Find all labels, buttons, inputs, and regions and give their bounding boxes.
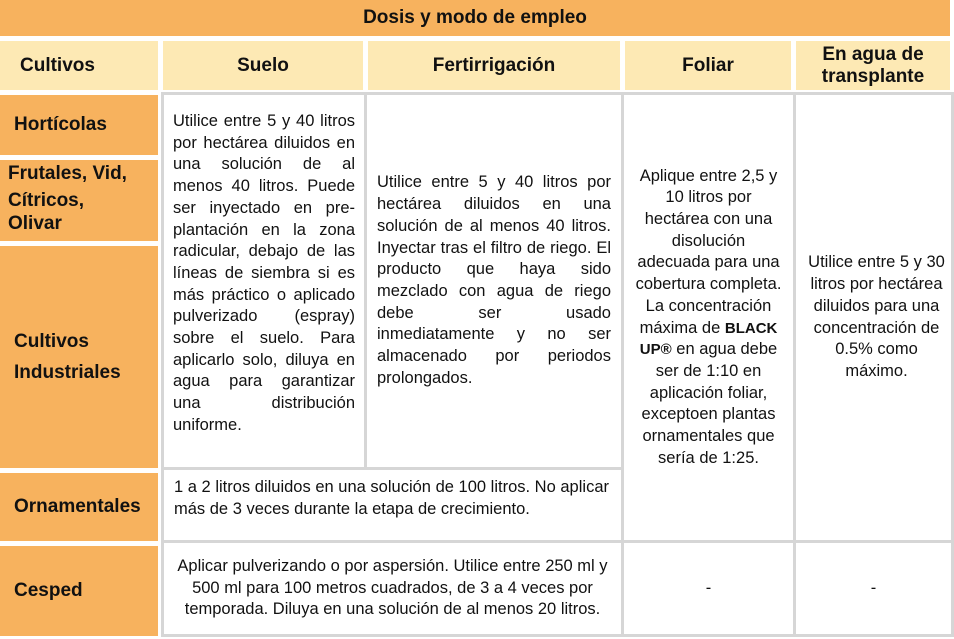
header-transplante-line1: En agua de — [822, 43, 924, 65]
header-fertirrigacion — [368, 41, 620, 90]
cell-cesped-main-text: Aplicar pulverizando o por aspersión. Utilice entre 250 ml y 500 ml para 100 metros cuadrados, de 3 a 4 veces por temporada. Diluya en una solución de al menos 20 litros. — [177, 556, 608, 619]
row-label-industriales-line1: Cultivos — [14, 331, 89, 352]
row-label-cesped-text: Cesped — [14, 580, 83, 601]
cell-cesped-transplante — [793, 540, 954, 637]
header-transplante-line2: transplante — [821, 65, 925, 87]
cell-foliar-part2: en agua debe ser de 1:10 en aplicación foliar, exceptoen plantas ornamentales que sería de 1:25. — [641, 340, 778, 467]
row-label-frutales-line3: Olivar — [8, 213, 62, 234]
cell-fertirrigacion-main — [364, 92, 624, 470]
cell-foliar-main — [621, 92, 796, 543]
cell-suelo-main-text: Utilice entre 5 y 40 litros por hectárea diluidos en una solución de al menos 40 litros. Puede ser inyectado en pre-plantación en la zona radicular, debajo de las líneas de siembra si es más práctico o aplicado pulverizado (espray) sobre el suelo. Para aplicarlo solo, diluya en agua para garantizar una distribución uniforme. — [173, 112, 355, 434]
cell-suelo-main — [161, 92, 367, 470]
table-title — [0, 0, 950, 36]
cell-ornamentales-main-text: 1 a 2 litros diluidos en una solución de 100 litros. No aplicar más de 3 veces durante la etapa de crecimiento. — [174, 478, 609, 518]
row-label-ornamentales-text: Ornamentales — [14, 496, 141, 517]
row-label-industriales — [0, 246, 158, 468]
row-label-horticolas — [0, 95, 158, 155]
row-label-frutales — [0, 160, 158, 241]
cell-cesped-foliar — [621, 540, 796, 637]
header-foliar-label: Foliar — [682, 54, 734, 76]
cell-foliar-brand: BLACK UP® — [639, 319, 778, 359]
cell-transplante-main-text: Utilice entre 5 y 30 litros por hectárea diluidos para una concentración de 0.5% como máximo. — [808, 253, 945, 380]
header-suelo — [163, 41, 363, 90]
row-label-industriales-line2: Industriales — [14, 362, 121, 383]
cell-fertirrigacion-main-text: Utilice entre 5 y 40 litros por hectárea diluidos en una solución de al menos 40 litros. Inyectar tras el filtro de riego. El producto que haya sido mezclado con agua de riego debe ser usado inmediatamente y no ser almacenado por periodos prolongados. — [377, 173, 611, 387]
row-label-frutales-line1: Frutales, Vid, — [8, 163, 127, 184]
cell-cesped-transplante-text: - — [870, 578, 877, 597]
cell-foliar-part1: Aplique entre 2,5 y 10 litros por hectárea con una disolución adecuada para una cobertura completa. La concentración máxima de — [635, 166, 782, 337]
header-cultivos — [0, 41, 158, 90]
cell-transplante-main — [793, 92, 954, 543]
header-foliar — [625, 41, 791, 90]
row-label-horticolas-text: Hortícolas — [14, 114, 107, 135]
table-title-text: Dosis y modo de empleo — [363, 7, 587, 28]
header-cultivos-label: Cultivos — [20, 54, 95, 76]
cell-cesped-foliar-text: - — [705, 578, 712, 597]
row-label-cesped — [0, 546, 158, 636]
row-label-frutales-line2: Cítricos, — [8, 190, 85, 211]
header-transplante — [796, 41, 950, 90]
cell-foliar-main-content — [634, 166, 783, 470]
header-suelo-label: Suelo — [237, 54, 289, 76]
row-label-ornamentales — [0, 473, 158, 541]
header-fertirrigacion-label: Fertirrigación — [432, 54, 556, 76]
cell-ornamentales-main — [161, 467, 624, 543]
cell-cesped-main — [161, 540, 624, 637]
